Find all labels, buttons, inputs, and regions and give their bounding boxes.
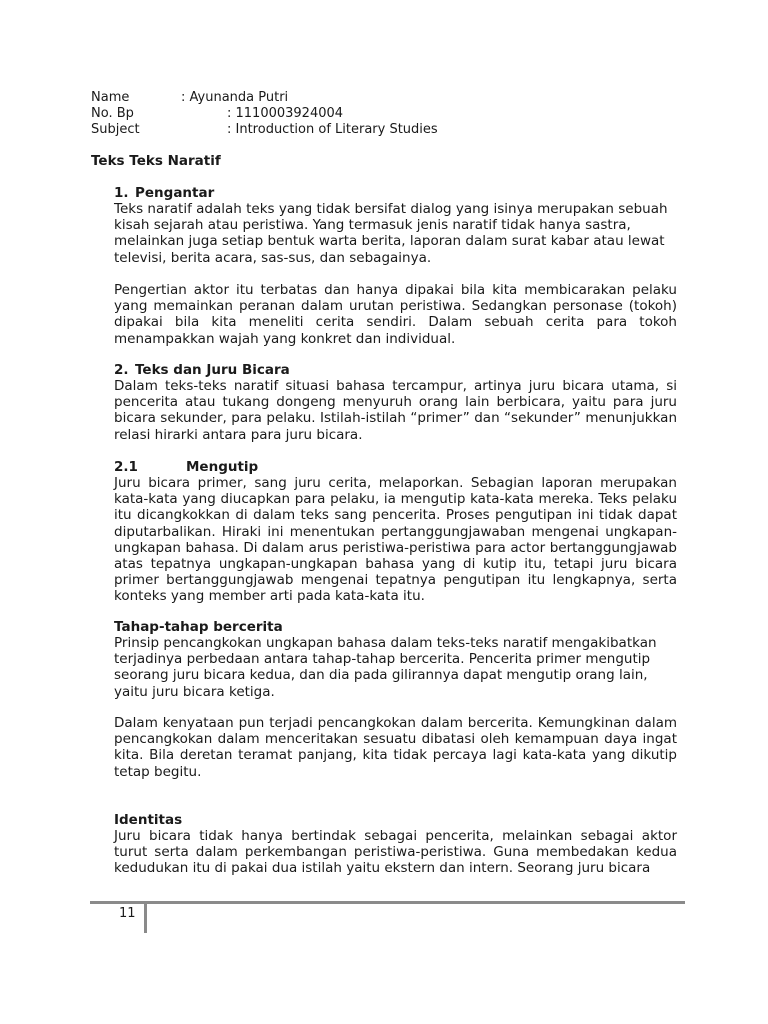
section-2-1-title: Mengutip [186,459,259,475]
footer-divider-tick [144,903,147,933]
header-subject-row [91,122,438,138]
section-tahap-paragraph-1: Prinsip pencangkokan ungkapan bahasa dalam teks-teks naratif mengakibatkan terjadinya perbedaan antara tahap-tahap bercerita. Pencerita primer mengutip seorang juru bicara kedua, dan dia pada gilirannya dapat mengutip orang lain, yaitu juru bicara ketiga. [114,635,657,700]
subject-value: : Introduction of Literary Studies [227,122,438,137]
name-value: : Ayunanda Putri [181,90,289,105]
section-2-paragraph-1: Dalam teks-teks naratif situasi bahasa tercampur, artinya juru bicara utama, si pencerita atau tukang dongeng menyuruh orang lain berbicara, yaitu para juru bicara sekunder, para pelaku. Istilah-istilah “primer” dan “sekunder” menunjukkan relasi hirarki antara para juru bicara. [114,378,677,443]
section-identitas-paragraph-1: Juru bicara tidak hanya bertindak sebagai pencerita, melainkan sebagai aktor turut serta dalam perkembangan peristiwa-peristiwa. Guna membedakan kedua kedudukan itu di pakai dua istilah yaitu ekstern dan intern. Seorang juru bicara [114,828,677,877]
header-bp-row [91,106,343,122]
section-1-heading [114,185,214,202]
section-identitas-heading: Identitas [114,812,183,828]
section-2-1-paragraph-1: Juru bicara primer, sang juru cerita, melaporkan. Sebagian laporan merupakan kata-kata yang diucapkan para pelaku, ia mengutip kata-kata mereka. Teks pelaku itu dicangkokkan di dalam teks sang pencerita. Proses pengutipan ini tidak dapat diputarbalikan. Hiraki ini menentukan pertanggungjawaban mengenai ungkapan-ungkapan bahasa. Di dalam arus peristiwa-peristiwa para actor bertanggungjawab atas tepatnya ungkapan-ungkapan bahasa yang di kutip itu, tetapi juru bicara primer bertanggungjawab mengenai tepatnya pengutipan itu lengkapnya, serta konteks yang member arti pada kata-kata itu. [114,475,677,605]
header-name-row [91,90,288,106]
section-tahap-paragraph-2: Dalam kenyataan pun terjadi pencangkokan dalam bercerita. Kemungkinan dalam pencangkokan dalam menceritakan sesuatu dibatasi oleh kemampuan daya ingat kita. Bila deretan teramat panjang, kita tidak percaya lagi kata-kata yang dikutip tetap begitu. [114,715,677,780]
footer-rule [90,901,685,904]
section-2-heading [114,362,290,379]
subject-label: Subject [91,122,140,137]
section-1-paragraph-1: Teks naratif adalah teks yang tidak bersifat dialog yang isinya merupakan sebuah kisah sejarah atau peristiwa. Yang termasuk jenis naratif tidak hanya sastra, melainkan juga setiap bentuk warta berita, laporan dalam surat kabar atau lewat televisi, berita acara, sas-sus, dan sebagainya. [114,201,668,266]
document-title: Teks Teks Naratif [91,153,221,169]
section-2-1-heading [114,459,258,476]
section-2-title: Teks dan Juru Bicara [135,362,290,378]
section-tahap-heading: Tahap-tahap bercerita [114,619,283,635]
section-1-title: Pengantar [135,185,215,201]
page-number: 11 [119,906,136,921]
section-1-number: 1. [114,185,129,201]
section-1-paragraph-2: Pengertian aktor itu terbatas dan hanya dipakai bila kita membicarakan pelaku yang memainkan peranan dalam urutan peristiwa. Sedangkan personase (tokoh) dipakai bila kita meneliti cerita sendiri. Dalam sebuah cerita para tokoh menampakkan wajah yang konkret dan individual. [114,282,677,347]
section-2-1-number: 2.1 [114,459,138,475]
section-2-number: 2. [114,362,129,378]
bp-value: : 1110003924004 [227,106,344,121]
name-label: Name [91,90,130,105]
bp-label: No. Bp [91,106,134,121]
